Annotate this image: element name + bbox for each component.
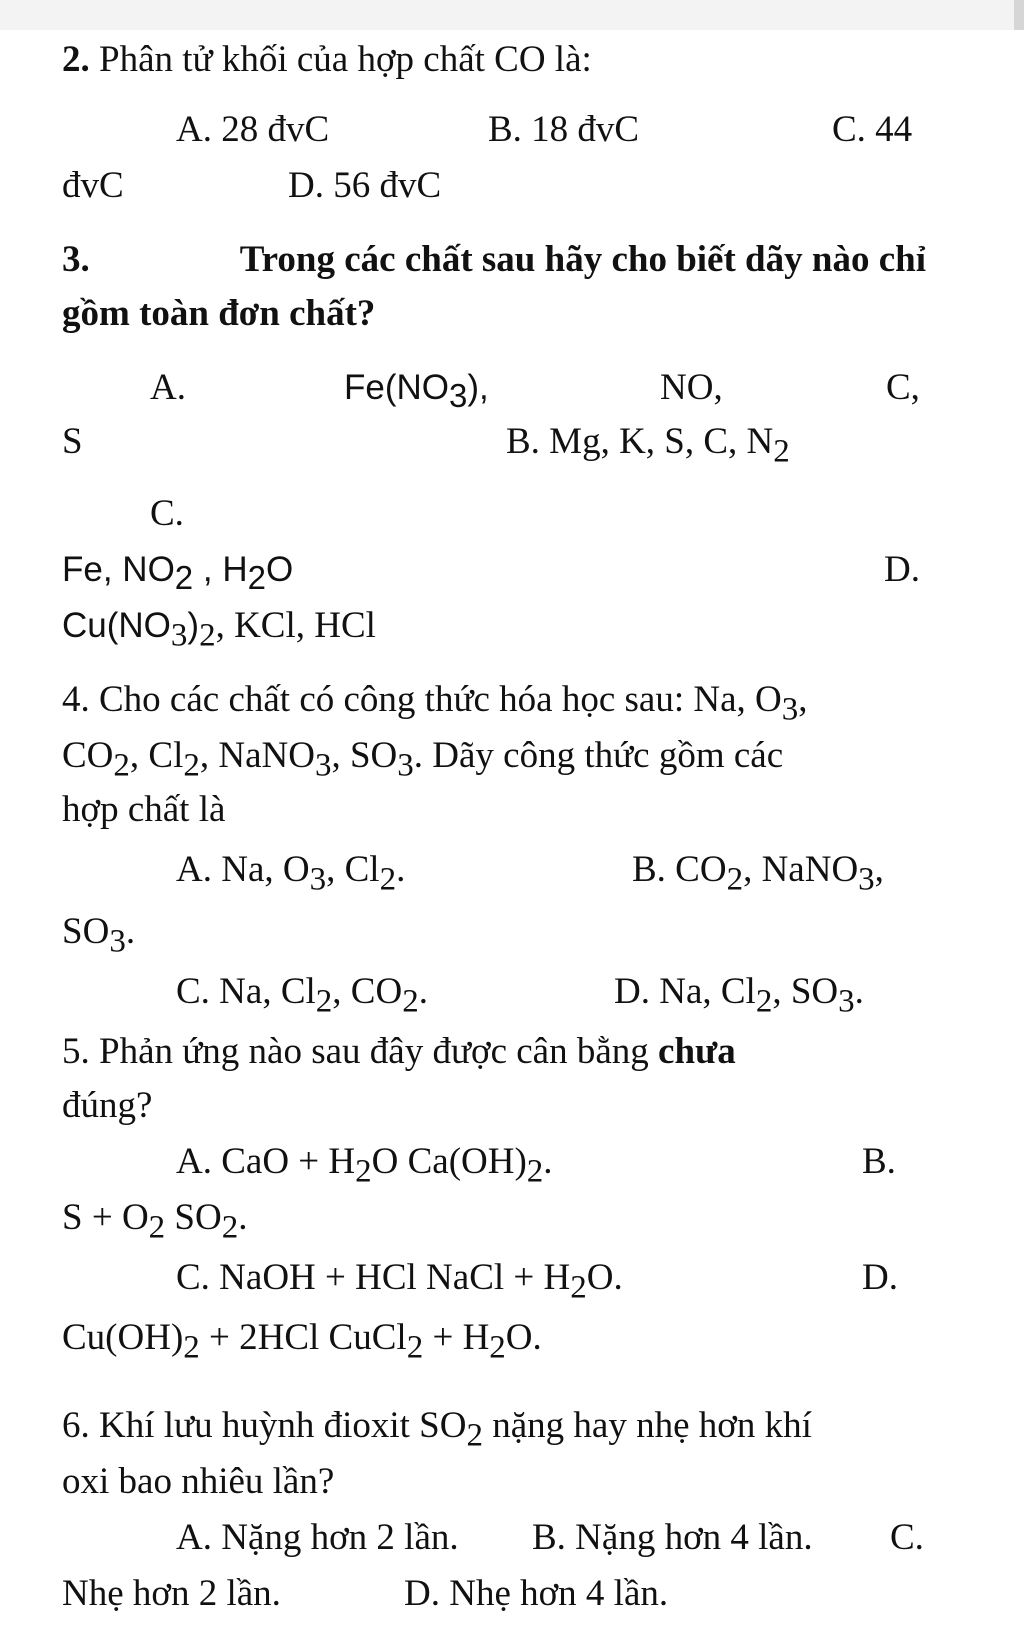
q4-c-t1: C. Na, Cl <box>176 971 316 1012</box>
q5-stem-line2: đúng? <box>62 1085 153 1126</box>
q3-d-sub2: 2 <box>199 617 216 654</box>
q4-l2-tail: . Dãy công thức gồm các <box>413 735 784 776</box>
q3-option-a-label: A. <box>150 367 186 408</box>
q4-a-s1: 3 <box>309 861 327 898</box>
q5-a-s1: 2 <box>355 1153 372 1190</box>
q3-option-a-formula4: S <box>62 421 83 462</box>
q5-c-t2: O. <box>586 1257 623 1298</box>
q5-a-t3: . <box>543 1141 553 1182</box>
q6-option-d: D. Nhẹ hơn 4 lần. <box>404 1573 669 1614</box>
q2-option-a: A. 28 đvC <box>176 109 330 150</box>
q4-l2-s2: 2 <box>183 747 200 784</box>
q3-c-h: , H <box>193 550 248 589</box>
q5-a-s2: 2 <box>526 1153 544 1190</box>
q5-option-c <box>176 1256 623 1309</box>
q4-b-t1: B. CO <box>632 849 727 890</box>
q3-c-fe-no: Fe, NO <box>62 550 175 589</box>
q6-l1-t2: nặng hay nhẹ hơn khí <box>482 1405 812 1446</box>
q4-b2-t1: SO <box>62 911 110 952</box>
q4-d-s1: 2 <box>755 983 773 1020</box>
q5-d-t1: Cu(OH) <box>62 1317 184 1358</box>
q4-d-t1: D. Na, Cl <box>614 971 756 1012</box>
q2-number: 2. <box>62 39 90 80</box>
q2-option-c-unit: đvC <box>62 165 124 206</box>
q4-a-t2: , Cl <box>326 849 380 890</box>
q3-d-sub3: 3 <box>170 617 188 654</box>
q5-d-s1: 2 <box>183 1329 200 1366</box>
q2-option-c: C. 44 <box>832 109 913 150</box>
q4-b-t3: , <box>874 849 884 890</box>
q4-b2-s1: 3 <box>109 923 126 960</box>
q3-title-line1 <box>62 238 926 282</box>
q4-option-d <box>614 970 864 1023</box>
q4-a-t3: . <box>396 849 406 890</box>
q3-a-close: ), <box>467 368 489 407</box>
q5-d-s2: 2 <box>406 1329 424 1366</box>
q4-l2-cl: , Cl <box>129 735 184 776</box>
q4-option-b <box>632 848 884 901</box>
q4-l2-so: , SO <box>331 735 398 776</box>
q3-a-fe-no: Fe(NO <box>344 368 449 407</box>
q4-c-t2: , CO <box>332 971 403 1012</box>
q4-a-s2: 2 <box>379 861 397 898</box>
q4-l1-text: 4. Cho các chất có công thức hóa học sau: Na, O <box>62 679 782 720</box>
q2-title <box>62 38 592 82</box>
q4-l2-s3: 3 <box>314 747 332 784</box>
q3-option-a-formula3: C, <box>886 367 920 408</box>
q5-option-b <box>62 1196 247 1249</box>
q5-d-t2: + 2HCl CuCl <box>199 1317 407 1358</box>
q3-option-d-formula <box>62 604 376 657</box>
q3-stem-part1: Trong các chất sau hãy cho biết dãy nào chỉ <box>239 239 926 280</box>
q5-b-s2: 2 <box>221 1209 239 1246</box>
q3-c-sub2b: 2 <box>247 559 266 596</box>
q3-option-a-formula1 <box>344 366 489 418</box>
q5-d-t3: + H <box>423 1317 490 1358</box>
q5-c-s1: 2 <box>570 1269 587 1306</box>
q6-option-b: B. Nặng hơn 4 lần. <box>532 1517 813 1558</box>
q4-c-s1: 2 <box>315 983 333 1020</box>
q4-b-s2: 3 <box>858 861 875 898</box>
q6-l1-s1: 2 <box>466 1417 483 1454</box>
q2-stem: Phân tử khối của hợp chất CO là: <box>99 39 592 80</box>
q3-a-sub3: 3 <box>449 377 468 414</box>
q5-stem-text: 5. Phản ứng nào sau đây được cân bằng <box>62 1031 659 1072</box>
q3-title-line2: gồm toàn đơn chất? <box>62 293 376 334</box>
q4-d-t3: . <box>854 971 864 1012</box>
q3-d-rest: , KCl, HCl <box>215 605 376 646</box>
q4-b-t2: , NaNO <box>743 849 859 890</box>
q4-b-s1: 2 <box>726 861 744 898</box>
q4-l1-sub: 3 <box>781 691 799 728</box>
q3-option-c-formula <box>62 548 293 600</box>
q6-option-c-label: C. <box>890 1517 924 1558</box>
q3-option-c-label: C. <box>150 493 184 534</box>
q4-stem-line1 <box>62 678 807 731</box>
q2-option-b: B. 18 đvC <box>488 109 640 150</box>
q5-a-t2: O Ca(OH) <box>371 1141 527 1182</box>
q5-b-t1: S + O <box>62 1197 149 1238</box>
q5-option-a <box>176 1140 553 1193</box>
q3-option-a-formula2: NO, <box>660 367 723 408</box>
q4-l2-nano: , NaNO <box>199 735 315 776</box>
q3-option-d-label: D. <box>884 549 920 590</box>
q5-stem-bold: chưa <box>658 1031 736 1072</box>
q3-b-sub2: 2 <box>773 433 790 470</box>
q4-d-s2: 3 <box>838 983 855 1020</box>
q4-c-t3: . <box>418 971 428 1012</box>
q5-b-t3: . <box>238 1197 248 1238</box>
q6-l1-t1: 6. Khí lưu huỳnh đioxit SO <box>62 1405 467 1446</box>
q3-option-b <box>506 420 790 473</box>
q5-option-b-label: B. <box>862 1141 896 1182</box>
q4-stem-line3: hợp chất là <box>62 789 226 830</box>
q4-l2-s1: 2 <box>113 747 130 784</box>
q3-d-cu-no: Cu(NO <box>62 606 171 645</box>
q5-stem-line1 <box>62 1030 736 1074</box>
q5-d-s3: 2 <box>489 1329 506 1366</box>
q5-d-t4: O. <box>505 1317 542 1358</box>
q2-option-d: D. 56 đvC <box>288 165 442 206</box>
q5-option-d <box>62 1316 542 1369</box>
q4-a-t1: A. Na, O <box>176 849 310 890</box>
q4-stem-line2 <box>62 734 783 787</box>
q3-c-sub2a: 2 <box>174 559 194 596</box>
q6-stem-line2: oxi bao nhiêu lần? <box>62 1461 335 1502</box>
q4-b2-t2: . <box>125 911 136 952</box>
q4-l1-comma: , <box>798 679 808 720</box>
q3-number: 3. <box>62 239 90 280</box>
q4-option-c <box>176 970 428 1023</box>
q5-option-d-label: D. <box>862 1257 898 1298</box>
q3-d-close: ) <box>187 606 200 645</box>
q4-option-a <box>176 848 405 901</box>
q6-option-c: Nhẹ hơn 2 lần. <box>62 1573 281 1614</box>
q4-c-s2: 2 <box>402 983 419 1020</box>
q5-b-t2: SO <box>165 1197 222 1238</box>
q6-stem-line1 <box>62 1404 812 1457</box>
q4-l2-s4: 3 <box>397 747 414 784</box>
q3-c-o: O <box>265 550 294 589</box>
q4-l2-co: CO <box>62 735 114 776</box>
q6-option-a: A. Nặng hơn 2 lần. <box>176 1517 459 1558</box>
q4-d-t2: , SO <box>772 971 839 1012</box>
q5-b-s1: 2 <box>148 1209 166 1246</box>
q5-c-t1: C. NaOH + HCl NaCl + H <box>176 1257 571 1298</box>
q4-option-b-cont <box>62 910 135 963</box>
q3-b-text: B. Mg, K, S, C, N <box>506 421 774 462</box>
q5-a-t1: A. CaO + H <box>176 1141 356 1182</box>
